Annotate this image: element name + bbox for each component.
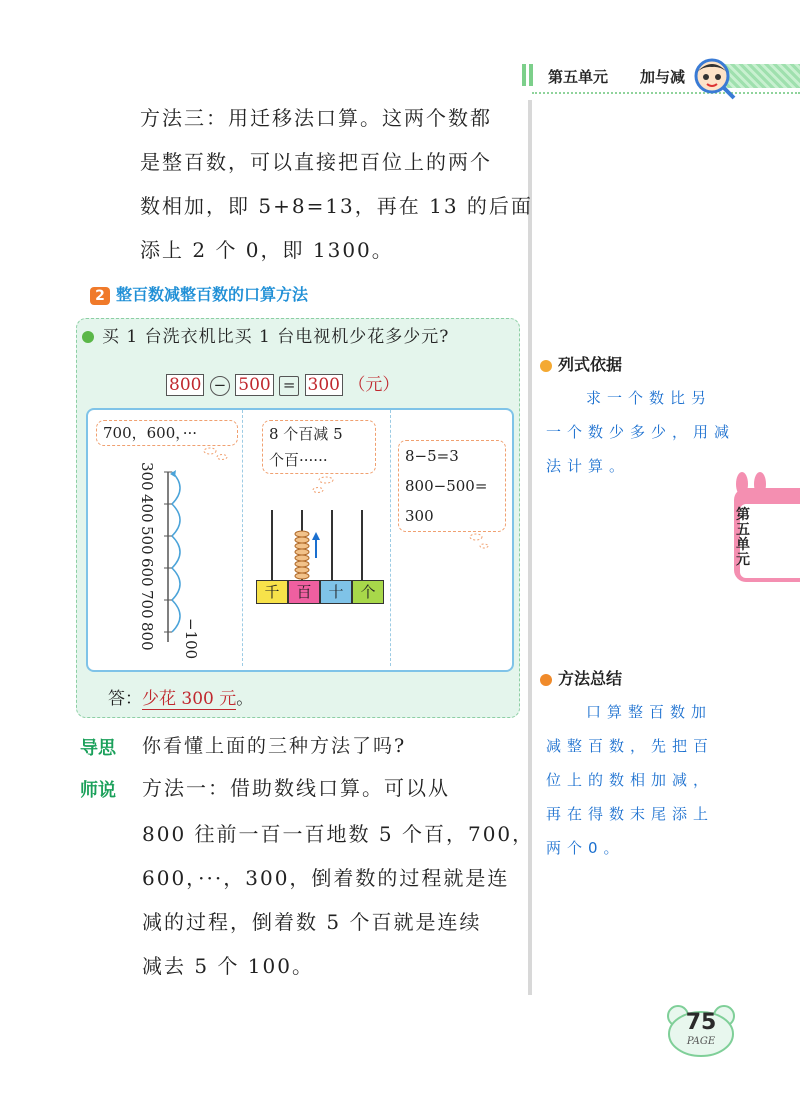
answer-label: 答： <box>108 689 142 709</box>
answer-line <box>108 684 253 709</box>
bubble-tail-2 <box>306 474 346 496</box>
summary-line-3: 位上的数相加减， <box>546 771 715 789</box>
equation-minuend: 800 <box>166 374 204 396</box>
nl-600: 600 <box>138 558 156 587</box>
daosi-tag: 导思 <box>80 738 116 759</box>
equation-subtrahend: 500 <box>235 374 273 396</box>
bubble3-line-1: 8−5=3 <box>405 447 459 465</box>
example-question: 买 1 台洗衣机比买 1 台电视机少花多少元? <box>102 327 450 347</box>
basis-title <box>540 352 622 375</box>
abacus-ones: 个 <box>352 580 384 604</box>
abacus-thousands: 千 <box>256 580 288 604</box>
equation-result: 300 <box>305 374 343 396</box>
summary-title <box>540 666 622 689</box>
equation <box>166 370 399 396</box>
basis-line-3: 法计算。 <box>546 457 631 475</box>
pencil-icon <box>540 674 552 686</box>
page-number: 75 <box>685 1010 717 1035</box>
shishuo-line-4: 减的过程，倒着数 5 个百就是连续 <box>142 910 482 934</box>
page-label: PAGE <box>686 1036 716 1047</box>
thought-bubble-3 <box>398 440 506 532</box>
summary-line-4: 再在得数末尾添上 <box>546 805 715 823</box>
bubble3-line-3: 300 <box>405 507 434 525</box>
method3-line-2: 是整百数，可以直接把百位上的两个 <box>140 150 492 174</box>
bubble-tail-1 <box>196 446 236 462</box>
unit-side-tab-text: 第五单元 <box>736 507 750 568</box>
panel-separator-1 <box>242 410 243 666</box>
abacus-tens: 十 <box>320 580 352 604</box>
header-topic: 加与减 <box>640 68 686 86</box>
bubble2-line-2: 个百······ <box>269 451 328 469</box>
thought-bubble-1: 700，600，··· <box>96 420 238 446</box>
nl-500: 500 <box>138 526 156 555</box>
equation-equals: = <box>279 376 299 396</box>
header-bars <box>522 64 536 86</box>
answer-value: 少花 300 元 <box>142 689 237 709</box>
method3-line-1: 方法三：用迁移法口算。这两个数都 <box>140 106 492 130</box>
equation-operator: − <box>210 376 230 396</box>
panel-separator-2 <box>390 410 391 666</box>
method3-line-4: 添上 2 个 0，即 1300。 <box>140 238 394 262</box>
tab-ears-icon <box>732 470 772 498</box>
basis-line-1: 求一个数比另 <box>586 389 713 407</box>
method3-line-3: 数相加，即 5+8=13，再在 13 的后面 <box>140 194 533 218</box>
nl-800: 800 <box>138 622 156 651</box>
daosi-text: 你看懂上面的三种方法了吗? <box>142 735 407 757</box>
equation-unit: （元） <box>348 375 400 395</box>
basis-line-2: 一个数少多少，用减 <box>546 423 736 441</box>
shishuo-line-5: 减去 5 个 100。 <box>142 954 314 978</box>
section-title <box>90 282 308 305</box>
abacus-hundreds: 百 <box>288 580 320 604</box>
nl-400: 400 <box>138 494 156 523</box>
answer-end: 。 <box>236 689 254 709</box>
number-line-labels <box>138 462 162 662</box>
section-number: 2 <box>90 287 110 305</box>
shishuo-line-2: 800 往前一百一百地数 5 个百，700， <box>142 822 535 846</box>
shishuo-tag: 师说 <box>80 780 116 801</box>
summary-line-1: 口算整百数加 <box>586 703 713 721</box>
summary-line-2: 减整百数，先把百 <box>546 737 715 755</box>
summary-line-5: 两个0。 <box>546 839 625 857</box>
bubble-tail-3 <box>462 532 492 552</box>
header-rule <box>532 92 800 94</box>
question-bullet-icon <box>82 331 94 343</box>
shishuo-line-3: 600，···，300，倒着数的过程就是连 <box>142 866 510 890</box>
shishuo-line-1: 方法一：借助数线口算。可以从 <box>142 776 450 800</box>
step-label: −100 <box>182 618 200 660</box>
mascot-magnifier-icon <box>692 56 738 102</box>
column-divider <box>528 100 532 995</box>
summary-title-text: 方法总结 <box>558 669 623 688</box>
nl-300: 300 <box>138 462 156 491</box>
basis-title-text: 列式依据 <box>558 355 623 374</box>
section-title-text: 整百数减整百数的口算方法 <box>116 285 309 304</box>
header-unit: 第五单元 <box>548 68 609 86</box>
bubble3-line-2: 800−500= <box>405 477 488 495</box>
thought-bubble-2 <box>262 420 376 474</box>
bubble2-line-1: 8 个百减 5 <box>269 425 343 443</box>
nl-700: 700 <box>138 590 156 619</box>
abacus-labels <box>256 580 384 604</box>
bulb-icon <box>540 360 552 372</box>
